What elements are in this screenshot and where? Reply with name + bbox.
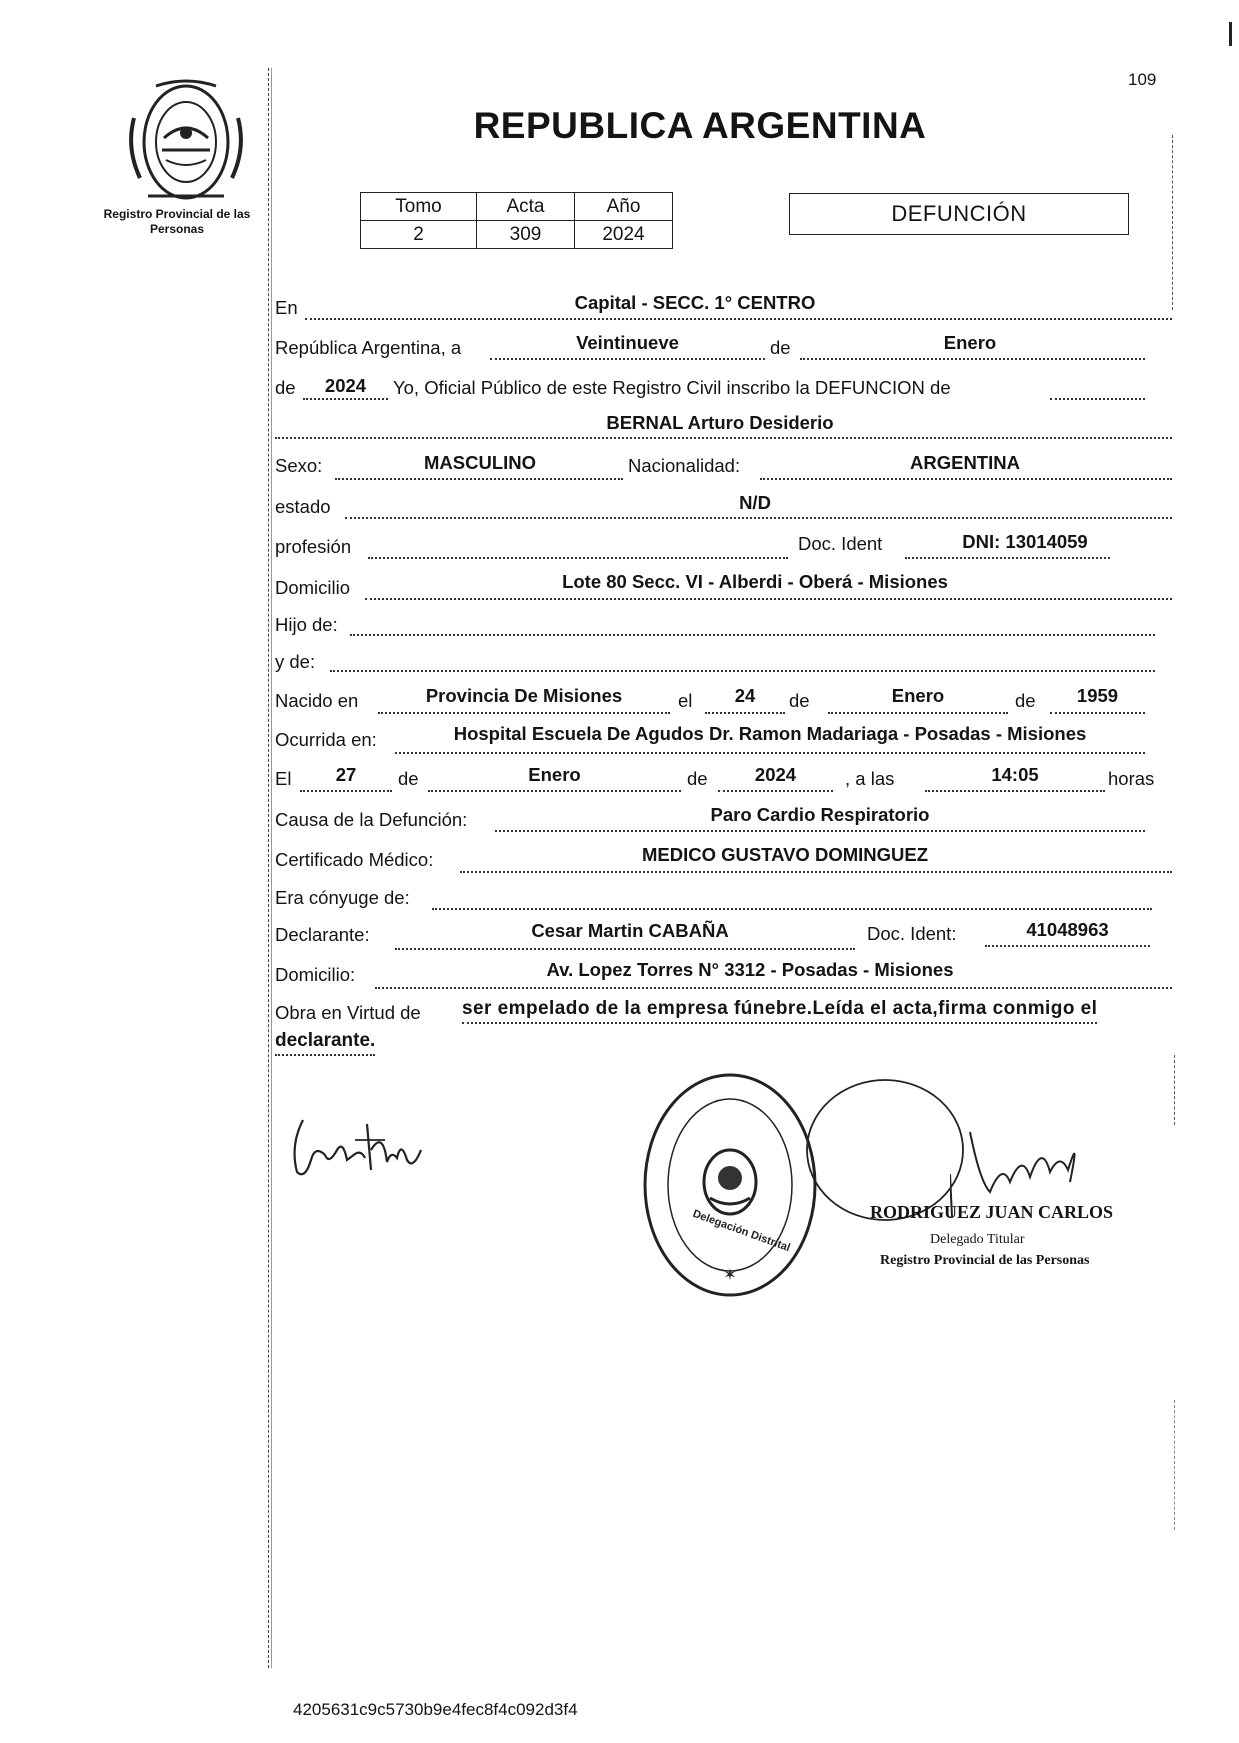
right-margin-line bbox=[1174, 1055, 1175, 1125]
day-value: Veintinueve bbox=[576, 332, 679, 353]
occurred-label: Ocurrida en: bbox=[275, 729, 377, 750]
svg-text:✶: ✶ bbox=[723, 1265, 737, 1284]
dotted-line bbox=[1050, 712, 1145, 714]
born-label: Nacido en bbox=[275, 690, 359, 711]
right-margin-line bbox=[1174, 1400, 1175, 1530]
year-value: 2024 bbox=[324, 375, 367, 396]
declarant-signature bbox=[285, 1110, 425, 1180]
dotted-line bbox=[428, 790, 681, 792]
value-cell-acta: 309 bbox=[477, 221, 575, 249]
death-time-value: 14:05 bbox=[991, 764, 1039, 785]
declarant-value: Cesar Martin CABAÑA bbox=[531, 920, 729, 941]
intro-text: Yo, Oficial Público de este Registro Civil inscribo la DEFUNCION de bbox=[393, 377, 951, 398]
sex-value: MASCULINO bbox=[423, 452, 537, 473]
dotted-line bbox=[395, 752, 1145, 754]
child-of-label: Hijo de: bbox=[275, 614, 338, 635]
dotted-line bbox=[368, 557, 788, 559]
death-year-value: 2024 bbox=[754, 764, 797, 785]
spouse-label: Era cónyuge de: bbox=[275, 887, 410, 908]
nationality-value: ARGENTINA bbox=[910, 452, 1020, 473]
de-label: de bbox=[275, 377, 296, 398]
time-label: , a las bbox=[845, 768, 895, 789]
dotted-line bbox=[495, 830, 1145, 832]
dotted-line bbox=[985, 945, 1150, 947]
el-upper-label: El bbox=[275, 768, 292, 789]
record-type-box: DEFUNCIÓN bbox=[789, 193, 1129, 235]
place-label: En bbox=[275, 297, 298, 318]
cause-label: Causa de la Defunción: bbox=[275, 809, 468, 830]
place-value: Capital - SECC. 1° CENTRO bbox=[574, 292, 816, 313]
dotted-line bbox=[275, 437, 1172, 439]
dotted-line bbox=[460, 871, 1172, 873]
virtue-label: Obra en Virtud de bbox=[275, 1002, 421, 1023]
declarant-label: Declarante: bbox=[275, 924, 370, 945]
declarant-doc-label: Doc. Ident: bbox=[867, 923, 957, 944]
left-margin-line bbox=[268, 68, 269, 1668]
header-cell-ano: Año bbox=[575, 193, 673, 221]
official-title: Delegado Titular bbox=[930, 1232, 1025, 1247]
document-hash: 4205631c9c5730b9e4fec8f4c092d3f4 bbox=[293, 1700, 578, 1719]
value-cell-ano: 2024 bbox=[575, 221, 673, 249]
de-label: de bbox=[770, 337, 791, 358]
declarant-address-label: Domicilio: bbox=[275, 964, 356, 985]
dotted-line bbox=[905, 557, 1110, 559]
registry-table-values bbox=[361, 221, 673, 249]
doc-label: Doc. Ident bbox=[798, 533, 883, 554]
address-value: Lote 80 Secc. VI - Alberdi - Oberá - Misiones bbox=[562, 571, 948, 592]
header-cell-tomo: Tomo bbox=[361, 193, 477, 221]
born-month-value: Enero bbox=[891, 685, 945, 706]
address-label: Domicilio bbox=[275, 577, 351, 598]
dotted-line bbox=[760, 478, 1172, 480]
dotted-line bbox=[490, 358, 765, 360]
born-year-value: 1959 bbox=[1076, 685, 1119, 706]
declarant-address-value: Av. Lopez Torres N° 3312 - Posadas - Misiones bbox=[546, 959, 954, 980]
dotted-line bbox=[303, 398, 388, 400]
dotted-line bbox=[925, 790, 1105, 792]
page-number: 109 bbox=[1128, 70, 1157, 89]
death-day-value: 27 bbox=[335, 764, 357, 785]
dotted-line bbox=[705, 712, 785, 714]
de-label: de bbox=[398, 768, 419, 789]
dotted-line bbox=[378, 712, 670, 714]
dotted-line bbox=[395, 948, 855, 950]
dotted-line bbox=[350, 634, 1155, 636]
right-margin-line bbox=[1172, 135, 1173, 310]
el-label: el bbox=[678, 690, 693, 711]
and-of-label: y de: bbox=[275, 651, 316, 672]
born-day-value: 24 bbox=[734, 685, 756, 706]
header-cell-acta: Acta bbox=[477, 193, 575, 221]
month-value: Enero bbox=[943, 332, 997, 353]
certificate-label: Certificado Médico: bbox=[275, 849, 434, 870]
registry-table-header bbox=[361, 193, 673, 221]
dotted-line bbox=[305, 318, 1172, 320]
document-title: REPUBLICA ARGENTINA bbox=[473, 105, 927, 146]
registry-table bbox=[360, 192, 673, 249]
official-name: RODRIGUEZ JUAN CARLOS bbox=[870, 1202, 1114, 1222]
de-label: de bbox=[687, 768, 708, 789]
civil-status-label: estado bbox=[275, 496, 331, 517]
hours-label: horas bbox=[1108, 768, 1155, 789]
registry-label: Registro Provincial de las Personas bbox=[103, 207, 251, 236]
official-organization: Registro Provincial de las Personas bbox=[880, 1253, 1090, 1268]
de-label: de bbox=[1015, 690, 1036, 711]
dotted-line bbox=[800, 358, 1145, 360]
declarant-doc-value: 41048963 bbox=[1026, 919, 1109, 940]
profession-label: profesión bbox=[275, 536, 352, 557]
dotted-line bbox=[375, 987, 1172, 989]
stamp-district: Delegación Distrital bbox=[691, 1207, 792, 1255]
value-cell-tomo: 2 bbox=[361, 221, 477, 249]
virtue-text-line-1: ser empelado de la empresa fúnebre.Leída el acta,firma conmigo el bbox=[462, 998, 1097, 1024]
nationality-label: Nacionalidad: bbox=[628, 455, 741, 476]
de-label: de bbox=[789, 690, 810, 711]
dotted-line bbox=[300, 790, 392, 792]
doc-value: DNI: 13014059 bbox=[962, 531, 1088, 552]
dotted-line bbox=[335, 478, 623, 480]
civil-status-value: N/D bbox=[739, 492, 771, 513]
cause-value: Paro Cardio Respiratorio bbox=[710, 804, 930, 825]
deceased-name: BERNAL Arturo Desiderio bbox=[606, 412, 834, 433]
sex-label: Sexo: bbox=[275, 455, 323, 476]
dotted-line bbox=[330, 670, 1155, 672]
dotted-line bbox=[365, 598, 1172, 600]
dotted-line bbox=[828, 712, 1008, 714]
dotted-line bbox=[345, 517, 1172, 519]
virtue-text-line-2: declarante. bbox=[275, 1030, 375, 1056]
occurred-place-value: Hospital Escuela De Agudos Dr. Ramon Madariaga - Posadas - Misiones bbox=[453, 723, 1087, 744]
edge-mark bbox=[1229, 22, 1232, 46]
born-place-value: Provincia De Misiones bbox=[425, 685, 623, 706]
left-margin-line-inner bbox=[271, 68, 272, 1668]
dotted-line bbox=[432, 908, 1152, 910]
death-month-value: Enero bbox=[528, 764, 581, 785]
certificate-value: MEDICO GUSTAVO DOMINGUEZ bbox=[641, 844, 929, 865]
dotted-line bbox=[1050, 398, 1145, 400]
date-label: República Argentina, a bbox=[275, 337, 462, 358]
provincial-emblem bbox=[126, 78, 246, 206]
